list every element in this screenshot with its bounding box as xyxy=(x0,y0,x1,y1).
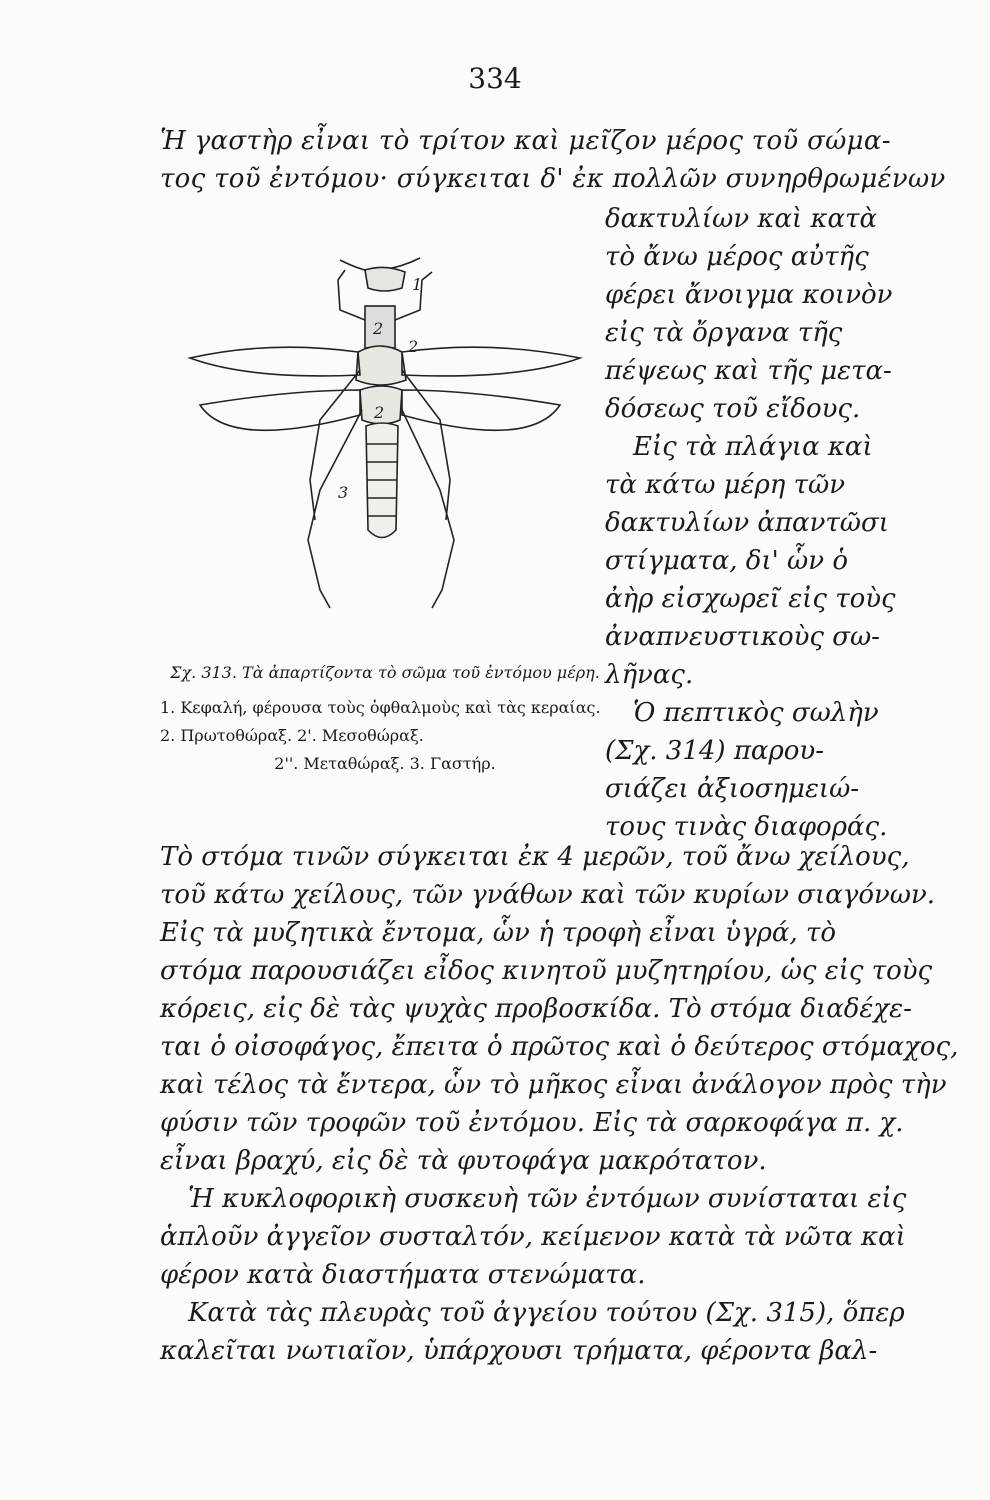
text-line: τος τοῦ ἐντόμου· σύγκειται δ' ἐκ πολλῶν συνηρθρωμένων xyxy=(160,164,946,194)
text-line: τοῦ κάτω χείλους, τῶν γνάθων καὶ τῶν κυρίων σιαγόνων. xyxy=(160,880,936,910)
legend-line: 1. Κεφαλή, φέρουσα τοὺς ὀφθαλμοὺς καὶ τὰς κεραίας. 2. Πρωτοθώραξ. 2'. Μεσοθώραξ. xyxy=(160,698,601,745)
text-line: τὸ ἄνω μέρος αὐτῆς xyxy=(605,242,869,272)
text-line: λῆνας. xyxy=(605,660,694,690)
figure-caption xyxy=(160,660,610,778)
body-text xyxy=(160,842,959,1374)
text-line: ται ὁ οἰσοφάγος, ἔπειτα ὁ πρῶτος καὶ ὁ δεύτερος στόμαχος, xyxy=(160,1032,959,1062)
fig-label: 2 xyxy=(374,403,385,422)
right-text-column xyxy=(605,204,896,850)
text-line: Ἡ γαστὴρ εἶναι τὸ τρίτον καὶ μεῖζον μέρος τοῦ σώμα- xyxy=(160,126,891,156)
text-line: καλεῖται νωτιαῖον, ὑπάρχουσι τρήματα, φέροντα βαλ- xyxy=(160,1336,878,1366)
text-line: ἀναπνευστικοὺς σω- xyxy=(605,622,880,652)
text-line: σιάζει ἀξιοσημειώ- xyxy=(605,774,860,804)
text-line: δόσεως τοῦ εἴδους. xyxy=(605,394,861,424)
text-line: Κατὰ τὰς πλευρὰς τοῦ ἀγγείου τούτου (Σχ. 315), ὅπερ xyxy=(188,1298,905,1328)
text-line: ἀὴρ εἰσχωρεῖ εἰς τοὺς xyxy=(605,584,896,614)
text-line: Ὁ πεπτικὸς σωλὴν xyxy=(633,698,879,728)
text-line: στίγματα, δι' ὧν ὁ xyxy=(605,546,848,576)
text-line: φύσιν τῶν τροφῶν τοῦ ἐντόμου. Εἰς τὰ σαρκοφάγα π. χ. xyxy=(160,1108,904,1138)
fig-label: 1 xyxy=(412,275,423,294)
text-line: φέρον κατὰ διαστήματα στενώματα. xyxy=(160,1260,646,1290)
text-line: στόμα παρουσιάζει εἶδος κινητοῦ μυζητηρίου, ὡς εἰς τοὺς xyxy=(160,956,933,986)
text-line: Εἰς τὰ πλάγια καὶ xyxy=(633,432,873,462)
text-line: πέψεως καὶ τῆς μετα- xyxy=(605,356,892,386)
text-line: Ἡ κυκλοφορικὴ συσκευὴ τῶν ἐντόμων συνίσταται εἰς xyxy=(188,1184,907,1214)
text-line: τὰ κάτω μέρη τῶν xyxy=(605,470,846,500)
fig-label: 2 xyxy=(373,319,384,338)
text-line: εἰς τὰ ὄργανα τῆς xyxy=(605,318,843,348)
fig-label: 2 xyxy=(408,337,419,356)
caption-title: Σχ. 313. Τὰ ἀπαρτίζοντα τὸ σῶμα τοῦ ἐντόμου μέρη. xyxy=(170,663,600,682)
text-line: φέρει ἄνοιγμα κοινὸν xyxy=(605,280,893,310)
text-line: τους τινὰς διαφοράς. xyxy=(605,812,888,842)
text-line: δακτυλίων καὶ κατὰ xyxy=(605,204,878,234)
text-line: εἶναι βραχύ, εἰς δὲ τὰ φυτοφάγα μακρότατον. xyxy=(160,1146,767,1176)
text-line: Εἰς τὰ μυζητικὰ ἔντομα, ὧν ἡ τροφὴ εἶναι ὑγρά, τὸ xyxy=(160,918,837,948)
fig-label: 3 xyxy=(338,483,349,502)
text-line: καὶ τέλος τὰ ἔντερα, ὧν τὸ μῆκος εἶναι ἀνάλογον πρὸς τὴν xyxy=(160,1070,947,1100)
insect-figure xyxy=(170,240,610,650)
text-line: Τὸ στόμα τινῶν σύγκειται ἐκ 4 μερῶν, τοῦ ἄνω χείλους, xyxy=(160,842,910,872)
text-line: (Σχ. 314) παρου- xyxy=(605,736,825,766)
page-number: 334 xyxy=(468,62,522,95)
text-line: ἁπλοῦν ἀγγεῖον συσταλτόν, κείμενον κατὰ τὰ νῶτα καὶ xyxy=(160,1222,906,1252)
caption-legend xyxy=(160,694,610,778)
text-line: κόρεις, εἰς δὲ τὰς ψυχὰς προβοσκίδα. Τὸ στόμα διαδέχε- xyxy=(160,994,912,1024)
text-line: δακτυλίων ἀπαντῶσι xyxy=(605,508,889,538)
legend-line: 2''. Μεταθώραξ. 3. Γαστήρ. xyxy=(274,754,496,773)
